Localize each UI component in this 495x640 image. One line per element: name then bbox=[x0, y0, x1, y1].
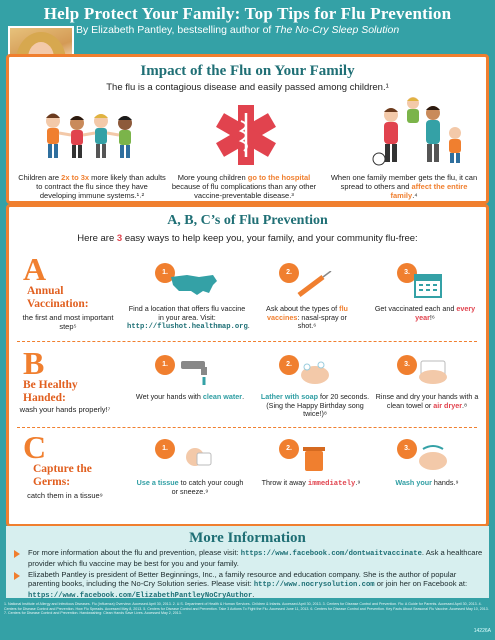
calendar-icon bbox=[413, 271, 443, 299]
byline bbox=[76, 24, 399, 36]
letter-b: B bbox=[23, 345, 45, 381]
children-holding-hands-icon bbox=[39, 109, 149, 165]
step-a1-text: Find a location that offers flu vaccine in your area. Visit: http://flushot.healthmap.org. bbox=[127, 304, 250, 331]
byline-book: The No-Cry Sleep Solution bbox=[274, 24, 400, 36]
abc-heading: A, B, C’s of Flu Prevention bbox=[167, 213, 328, 228]
impact-section bbox=[6, 54, 489, 204]
nocrysolution-link[interactable]: http://www.nocrysolution.com bbox=[253, 581, 375, 589]
abc-section bbox=[6, 204, 489, 527]
step-b2-text: Lather with soap for 20 seconds. (Sing the Happy Birthday song twice!)⁸ bbox=[260, 392, 370, 418]
healthy-handed-title: Be Healthy Handed: bbox=[23, 379, 78, 404]
step-c1-text: Use a tissue to catch your cough or sneeze.⁹ bbox=[136, 478, 244, 496]
impact-family-text: When one family member gets the flu, it can spread to others and affect the entire family.⁴ bbox=[330, 173, 478, 200]
step-b3-badge: 3. bbox=[397, 355, 417, 375]
family-group-icon bbox=[371, 93, 471, 169]
washing-hands-icon bbox=[413, 443, 453, 473]
towel-hands-icon bbox=[413, 357, 453, 387]
step-c2-text: Throw it away immediately.⁹ bbox=[261, 478, 361, 488]
step-c1-badge: 1. bbox=[155, 439, 175, 459]
medical-star-of-life-icon bbox=[214, 103, 278, 167]
references-footnote: 1. National Institute of Allergy and Infectious Diseases. Flu (Influenza) Overview. Accessed April 30, 2013. 2. U.S. Department of Health & Human Services. Children & Infants. Accessed April 30, 2013. 3. Centers for Disease Control and Prevention. Flu: A Guide for Parents. Accessed April 30, 2013. 4. Centers for Disease Control and Prevention. How Flu Spreads. Accessed May 8, 2013. 5. Centers for Disease Control and Prevention. Take 3 Actions To Fight the Flu. Accessed June 11, 2013. 6. Centers for Disease Control and Prevention. Key Facts About Seasonal Flu Vaccine. Accessed May 10, 2013. 7. Centers for Disease Control and Prevention. Handwashing: Clean Hands Save Lives. Accessed May 2, 2013. bbox=[4, 602, 489, 616]
step-a2-text: Ask about the types of flu vaccines: nasal-spray or shot.⁶ bbox=[266, 304, 348, 330]
facebook-author-link[interactable]: https://www.facebook.com/ElizabethPantleyNoCryAuthor bbox=[28, 592, 253, 600]
annual-vaccination-title: Annual Vaccination: bbox=[27, 285, 89, 310]
divider-ab bbox=[17, 341, 477, 342]
tissue-sneeze-icon bbox=[177, 443, 217, 473]
step-a3-text: Get vaccinated each and every year!⁶ bbox=[374, 304, 476, 322]
divider-bc bbox=[17, 427, 477, 428]
byline-prefix: By Elizabeth Pantley, bestselling author of bbox=[76, 24, 275, 36]
impact-heading: Impact of the Flu on Your Family bbox=[140, 63, 355, 79]
trash-can-icon bbox=[299, 443, 329, 473]
bullet-arrow-icon bbox=[14, 572, 20, 580]
step-a1-badge: 1. bbox=[155, 263, 175, 283]
letter-c: C bbox=[23, 429, 47, 465]
step-b1-text: Wet your hands with clean water. bbox=[135, 392, 245, 401]
hands-soap-icon bbox=[295, 357, 335, 387]
letter-a: A bbox=[23, 251, 47, 287]
step-c3-text: Wash your hands.⁹ bbox=[395, 478, 459, 487]
annual-vaccination-subtitle: the first and most important step⁵ bbox=[22, 313, 114, 331]
dontwaitvaccinate-link[interactable]: https://www.facebook.com/dontwaitvaccinate bbox=[240, 550, 422, 558]
usa-map-icon bbox=[169, 271, 219, 299]
step-c2-badge: 2. bbox=[279, 439, 299, 459]
impact-hospital-text: More young children go to the hospital because of flu complications than any other vaccine-preventable disease.³ bbox=[171, 173, 317, 200]
step-b3-text: Rinse and dry your hands with a clean towel or air dryer.⁸ bbox=[375, 392, 479, 410]
more-info-section bbox=[6, 526, 489, 598]
more-info-paragraph-2: Elizabeth Pantley is president of Better Beginnings, Inc., a family resource and education company. She is the author of popular parenting books, including the No-Cry Solution series. Please visit: http://www.nocrysolution.com or join her on Facebook at: https://www.facebook.com/ElizabethPantleyNoCryAuthor. bbox=[28, 570, 468, 600]
impact-children-text: Children are 2x to 3x more likely than adults to contract the flu since they have developing immune systems.¹˒² bbox=[18, 173, 166, 200]
step-a2-badge: 2. bbox=[279, 263, 299, 283]
capture-germs-subtitle: catch them in a tissue⁹ bbox=[27, 491, 103, 500]
impact-intro: The flu is a contagious disease and easily passed among children.¹ bbox=[106, 82, 389, 93]
capture-germs-title: Capture the Germs: bbox=[33, 463, 92, 488]
syringe-icon bbox=[293, 271, 333, 299]
step-a3-badge: 3. bbox=[397, 263, 417, 283]
document-code: 14226A bbox=[473, 628, 491, 634]
page-title: Help Protect Your Family: Top Tips for Flu Prevention bbox=[43, 4, 452, 23]
step-b1-badge: 1. bbox=[155, 355, 175, 375]
abc-intro: Here are 3 easy ways to help keep you, your family, and your community flu-free: bbox=[77, 233, 418, 244]
bullet-arrow-icon bbox=[14, 550, 20, 558]
step-b2-badge: 2. bbox=[279, 355, 299, 375]
healthy-handed-subtitle: wash your hands properly!⁷ bbox=[19, 405, 111, 414]
more-info-paragraph-1: For more information about the flu and prevention, please visit: https://www.facebook.com/dontwaitvaccinate. Ask a healthcare provider which flu vaccine may be best for you and your family. bbox=[28, 548, 483, 568]
step-c3-badge: 3. bbox=[397, 439, 417, 459]
faucet-icon bbox=[177, 357, 217, 387]
more-info-heading: More Information bbox=[189, 530, 306, 546]
